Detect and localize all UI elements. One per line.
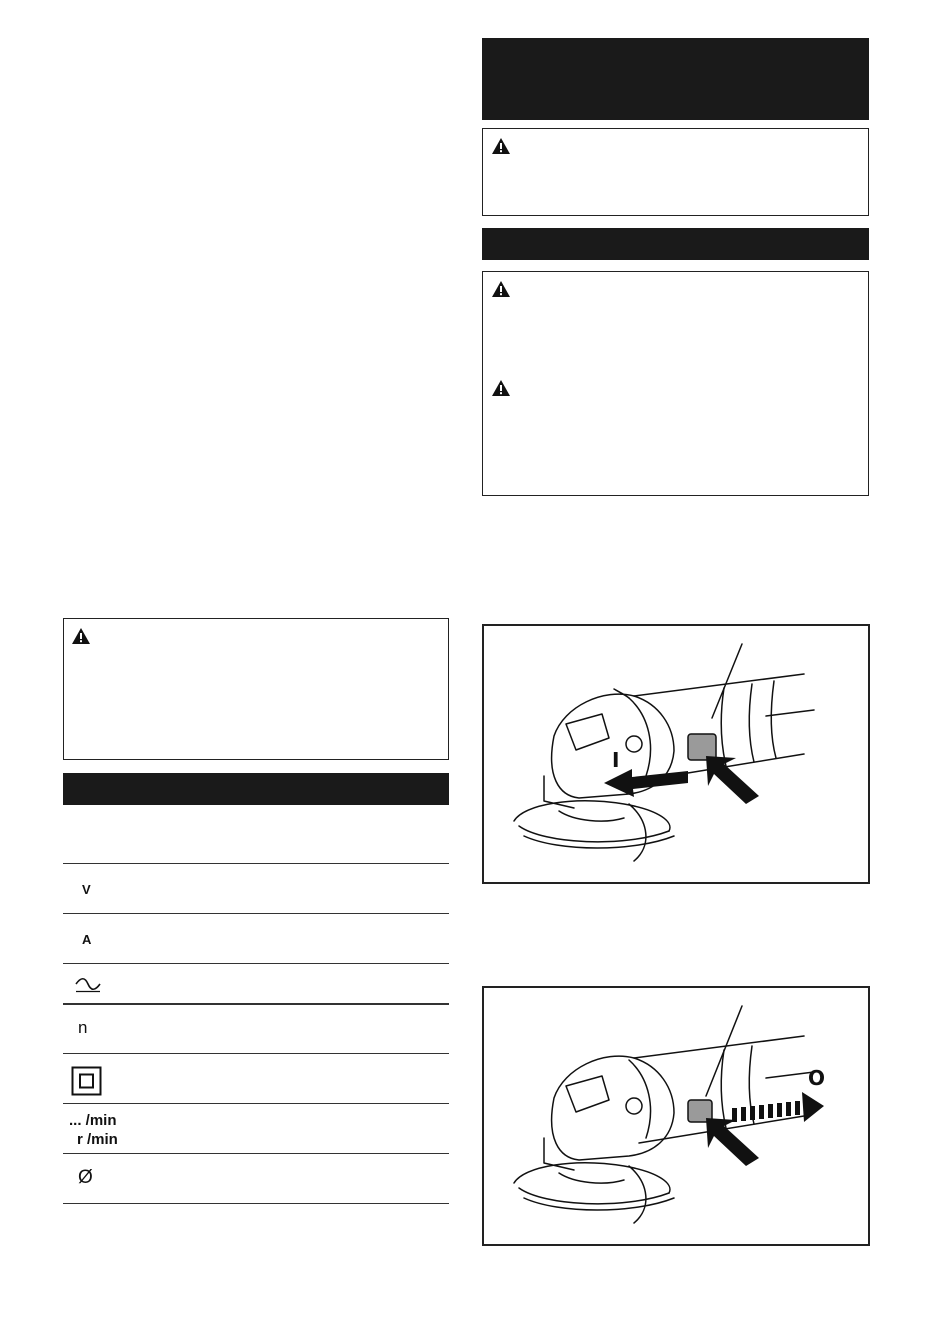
warning-box-3 [63, 618, 449, 760]
volt-symbol: V [82, 882, 91, 897]
dashed-arrow-right-icon [732, 1092, 824, 1122]
rpm-symbol-alt: r /min [77, 1131, 118, 1148]
section-header-bar [482, 38, 869, 120]
grinder-illustration [484, 988, 868, 1244]
table-rule [63, 913, 449, 914]
figure-switch-on [482, 624, 870, 884]
switch-on-label: I [612, 748, 620, 772]
table-rule [63, 1203, 449, 1204]
switch-off-label: O [808, 1066, 826, 1090]
warning-icon [491, 379, 511, 397]
table-rule [63, 1053, 449, 1054]
warning-box-1 [482, 128, 869, 216]
warning-icon [71, 627, 91, 645]
symbols-header-bar [63, 773, 449, 805]
table-rule [63, 963, 449, 964]
warning-icon [491, 280, 511, 298]
table-rule [63, 863, 449, 864]
warning-box-2 [482, 271, 869, 496]
warning-icon [491, 137, 511, 155]
slide-switch [688, 734, 716, 760]
table-rule [63, 1153, 449, 1154]
class-ii-icon [71, 1066, 103, 1096]
ampere-symbol: A [82, 932, 92, 947]
grinder-illustration [484, 626, 868, 882]
no-load-speed-symbol: n [78, 1018, 88, 1037]
subsection-header-bar [482, 228, 869, 260]
figure-switch-off [482, 986, 870, 1246]
arrow-left-icon [604, 769, 688, 797]
table-rule [63, 1003, 449, 1005]
diameter-symbol: Ø [78, 1167, 93, 1188]
table-rule [63, 1103, 449, 1104]
rpm-symbol: ... /min [69, 1112, 117, 1129]
ac-current-icon [74, 976, 102, 994]
